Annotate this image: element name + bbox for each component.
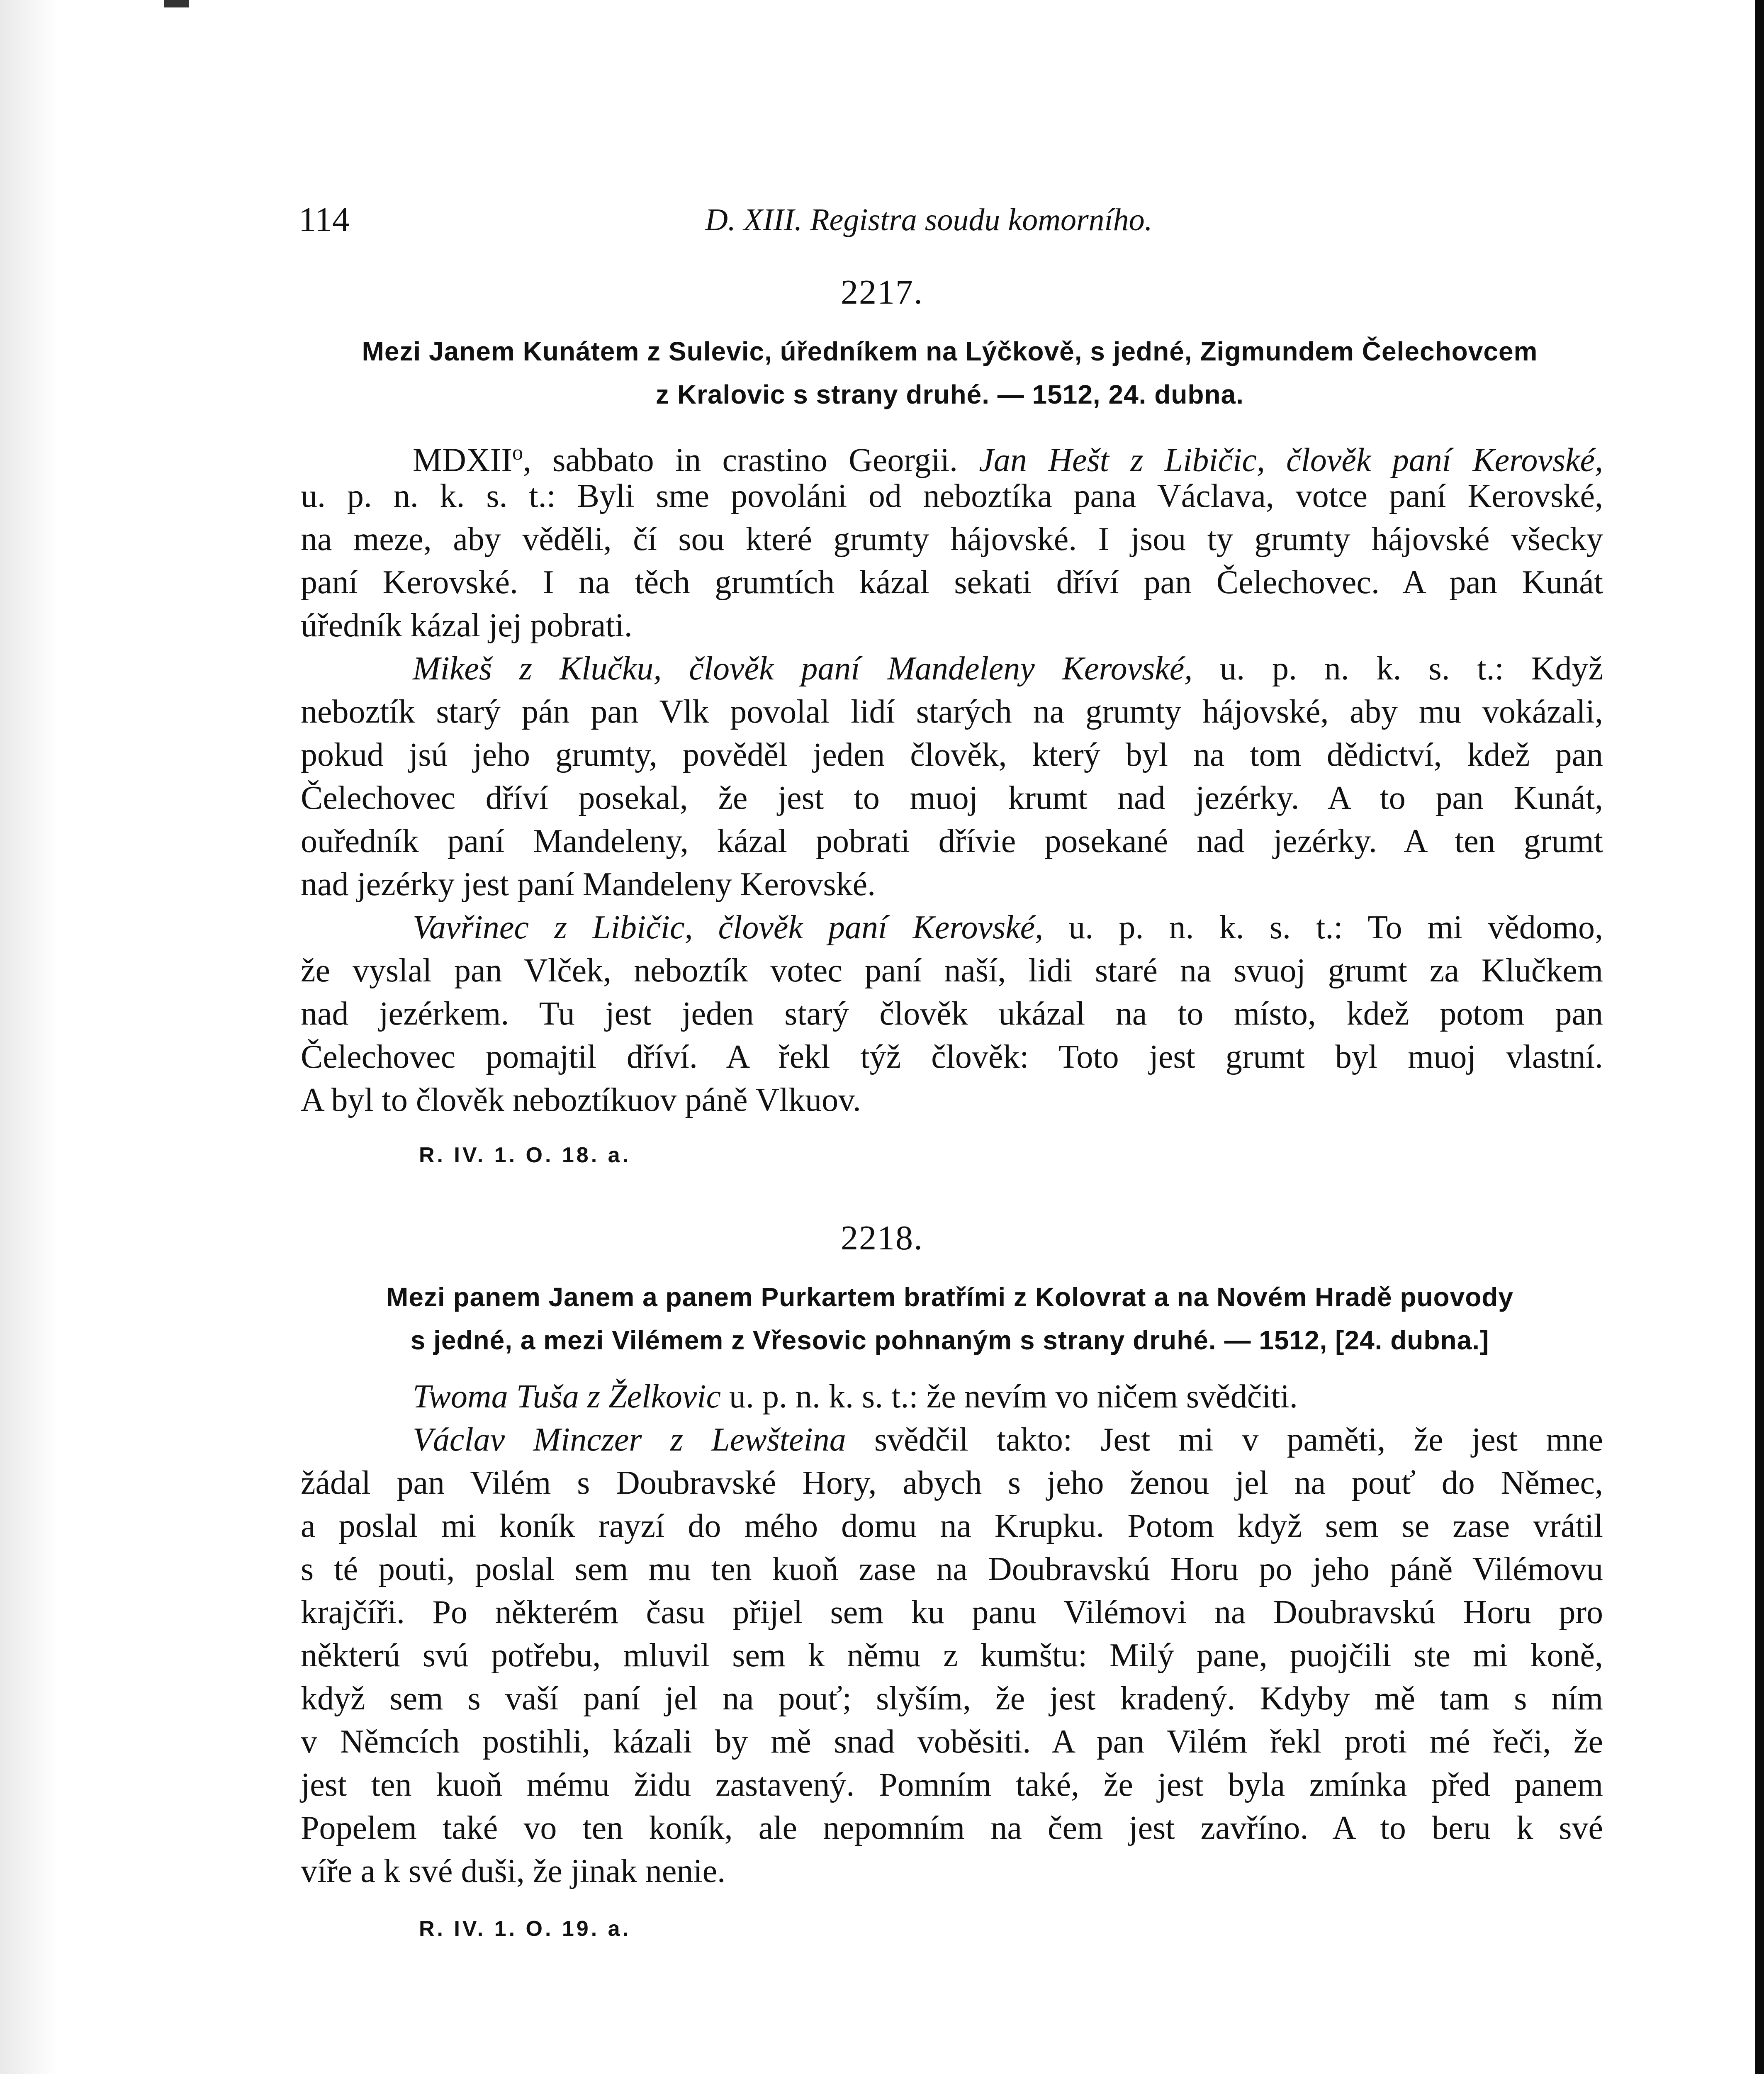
text-segment: u. p. n. k. s. t.: To mi vědomo,: [1043, 909, 1603, 946]
text-line: [301, 777, 1603, 820]
heading-line: Mezi Janem Kunátem z Sulevic, úředníkem na Lýčkově, s jedné, Zigmundem Čelechovcem: [362, 336, 1538, 366]
text-segment: A byl to člověk neboztíkuov páně Vlkuov.: [301, 1082, 861, 1118]
text-line: [301, 431, 1603, 479]
text-segment: s té pouti, poslal sem mu ten kuoň zase na Doubravskú Horu po jeho páně Vilémovu: [301, 1551, 1603, 1587]
witness-name: Jan Hešt z Libičic, člověk paní Kerovské,: [979, 442, 1603, 479]
text-segment: ouředník paní Mandeleny, kázal pobrati dřívie posekané nad jezérky. A ten grumt: [301, 823, 1603, 859]
text-line: [301, 1677, 1603, 1720]
text-line: [301, 863, 1603, 906]
running-title: D. XIII. Registra soudu komorního.: [705, 202, 1153, 237]
text-line: [301, 1418, 1603, 1461]
text-segment: Čelechovec dříví posekal, že jest to muoj krumt nad jezérky. A to pan Kunát,: [301, 780, 1603, 816]
running-head: [299, 195, 1611, 245]
text-segment: že vyslal pan Vlček, neboztík votec paní naší, lidi staré na svuoj grumt za Klučkem: [301, 952, 1603, 989]
text-line: [301, 1461, 1603, 1504]
entry-text: [301, 431, 1603, 1122]
text-line: [301, 561, 1603, 604]
witness-name: Vavřinec z Libičic, člověk paní Kerovské,: [413, 909, 1044, 946]
text-segment: u. p. n. k. s. t.: Byli sme povoláni od neboztíka pana Václava, votce paní Kerovské,: [301, 478, 1603, 514]
text-line: [301, 949, 1603, 992]
page-number: 114: [299, 200, 350, 239]
text-segment: Popelem také vo ten koník, ale nepomním na čem jest zavříno. A to beru k své: [301, 1810, 1603, 1846]
text-segment: paní Kerovské. I na těch grumtích kázal sekati dříví pan Čelechovec. A pan Kunát: [301, 564, 1603, 601]
text-segment: v Němcích postihli, kázali by mě snad voběsiti. A pan Vilém řekl proti mé řeči, že: [301, 1723, 1603, 1760]
text-line: [301, 1763, 1603, 1806]
text-segment: neboztík starý pán pan Vlk povolal lidí starých na grumty hájovské, aby mu vokázali,: [301, 694, 1603, 730]
entry-number: 2218.: [841, 1219, 923, 1257]
text-line: [301, 647, 1603, 690]
text-segment: když sem s vaší paní jel na pouť; slyším, že jest kradený. Kdyby mě tam s ním: [301, 1680, 1603, 1717]
text-line: [301, 820, 1603, 863]
text-segment: víře a k své duši, že jinak nenie.: [301, 1853, 726, 1889]
text-line: [301, 906, 1603, 949]
heading-line: s jedné, a mezi Vilémem z Vřesovic pohnaným s strany druhé. — 1512, [24. dubna.]: [410, 1325, 1489, 1355]
text-segment: na meze, aby věděli, čí sou které grumty hájovské. I jsou ty grumty hájovské všecky: [301, 521, 1603, 557]
heading-line: Mezi panem Janem a panem Purkartem bratřími z Kolovrat a na Novém Hradě puovody: [386, 1282, 1513, 1312]
text-segment: svědčil takto: Jest mi v paměti, že jest mne: [846, 1422, 1603, 1458]
text-segment: a poslal mi koník rayzí do mého domu na Krupku. Potom když sem se zase vrátil: [301, 1508, 1603, 1544]
source-citation: R. IV. 1. O. 19. a.: [419, 1917, 631, 1941]
text-line: [301, 604, 1603, 647]
text-line: [301, 1548, 1603, 1591]
text-segment: pokud jsú jeho grumty, pověděl jeden člověk, který byl na tom dědictví, kdež pan: [301, 737, 1603, 773]
text-segment: , sabbato in crastino Georgii.: [523, 442, 979, 479]
text-line: [301, 1504, 1603, 1548]
witness-name: Mikeš z Klučku, člověk paní Mandeleny Kerovské,: [413, 650, 1193, 687]
text-line: [301, 1634, 1603, 1677]
text-line: [301, 1375, 1603, 1418]
text-segment: některú svú potřebu, mluvil sem k němu z kumštu: Milý pane, puojčili ste mi koně,: [301, 1637, 1603, 1674]
text-segment: jest ten kuoň mému židu zastavený. Pomním také, že jest byla zmínka před panem: [301, 1767, 1603, 1803]
source-citation: R. IV. 1. O. 18. a.: [419, 1143, 631, 1167]
text-line: [301, 1591, 1603, 1634]
text-segment: nad jezérky jest paní Mandeleny Kerovské.: [301, 866, 876, 903]
entry-heading: [301, 330, 1599, 416]
text-segment: u. p. n. k. s. t.: že nevím vo ničem svědčiti.: [721, 1378, 1298, 1415]
text-segment: krajčíři. Po některém času přijel sem ku panu Vilémovi na Doubravskú Horu pro: [301, 1594, 1603, 1631]
heading-line: z Kralovic s strany druhé. — 1512, 24. dubna.: [656, 380, 1244, 409]
witness-name: Twoma Tuša z Želkovic: [413, 1378, 721, 1415]
text-line: [301, 518, 1603, 561]
text-line: [301, 1078, 1603, 1122]
text-line: [301, 1720, 1603, 1763]
witness-name: Václav Minczer z Lewšteina: [413, 1422, 846, 1458]
text-segment: u. p. n. k. s. t.: Když: [1192, 650, 1603, 687]
text-line: [301, 1806, 1603, 1850]
text-segment: nad jezérkem. Tu jest jeden starý člověk ukázal na to místo, kdež potom pan: [301, 996, 1603, 1032]
text-segment: o: [512, 441, 523, 465]
text-segment: MDXII: [413, 442, 512, 479]
text-line: [301, 690, 1603, 733]
text-line: [301, 1850, 1603, 1893]
text-segment: Čelechovec pomajtil dříví. A řekl týž člověk: Toto jest grumt byl muoj vlastní.: [301, 1039, 1603, 1075]
entry-heading: [301, 1276, 1599, 1362]
text-segment: žádal pan Vilém s Doubravské Hory, abych s jeho ženou jel na pouť do Němec,: [301, 1465, 1603, 1501]
text-line: [301, 475, 1603, 518]
entry-number: 2217.: [841, 273, 923, 312]
text-line: [301, 992, 1603, 1035]
text-segment: úředník kázal jej pobrati.: [301, 607, 633, 644]
text-line: [301, 733, 1603, 777]
text-line: [301, 1035, 1603, 1078]
entry-text: [301, 1375, 1603, 1893]
